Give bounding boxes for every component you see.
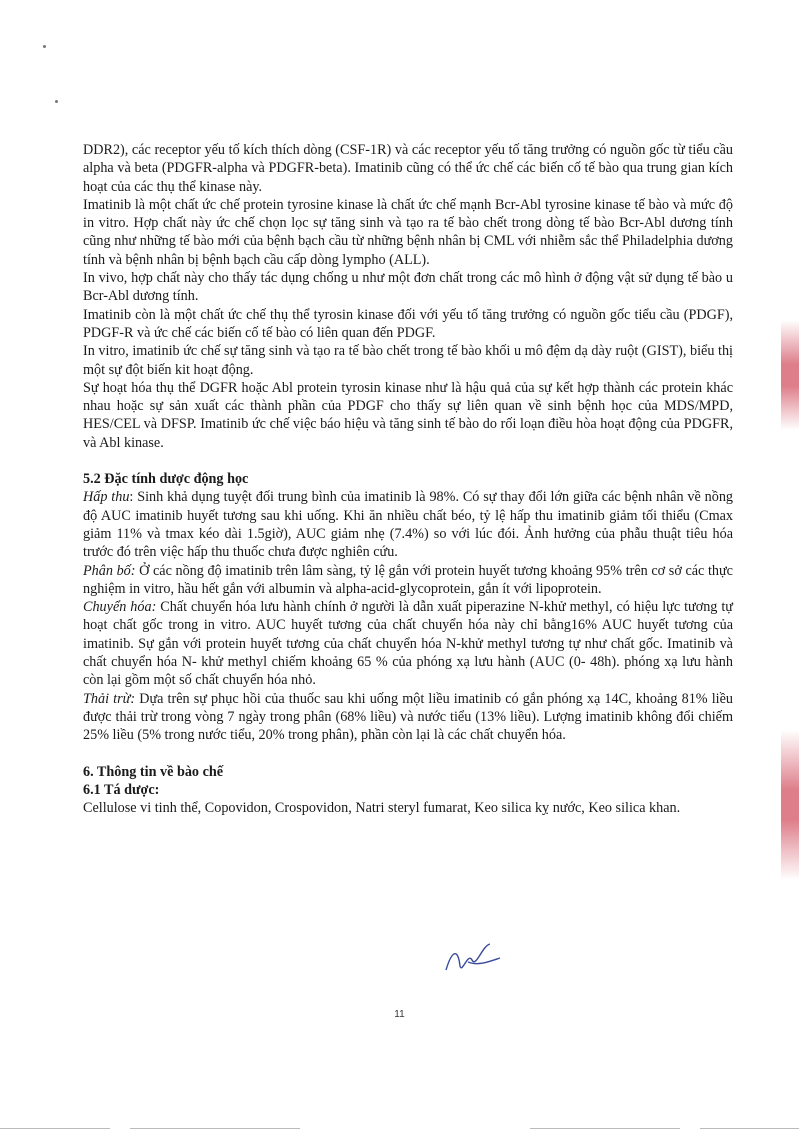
elimination-lead: Thải trừ: xyxy=(83,690,136,707)
paragraph-in-vivo: In vivo, hợp chất này cho thấy tác dụng chống u như một đơn chất trong các mô hình ở động vật sử dụng tế bào u Bcr-Abl dương tính. xyxy=(83,270,733,305)
paragraph-excipients: Cellulose vi tinh thể, Copovidon, Crospovidon, Natri steryl fumarat, Keo silica kỵ nước, Keo silica khan. xyxy=(83,800,681,817)
paragraph-absorption xyxy=(83,488,733,561)
elimination-text: Dựa trên sự phục hồi của thuốc sau khi uống một liều imatinib có gắn phóng xạ 14C, khoảng 81% liều được thải trừ trong vòng 7 ngày trong phân (68% liều) và nước tiểu (13% liều). Lượng imatinib không đổi chiếm 25% liều (5% trong nước tiểu, 20% trong phân), phần còn lại là các chất chuyển hóa. xyxy=(83,690,733,744)
page-number: 11 xyxy=(394,1009,405,1020)
spacer xyxy=(83,745,733,763)
paragraph-distribution xyxy=(83,562,733,599)
paragraph-metabolism xyxy=(83,598,733,689)
paragraph-receptors: DDR2), các receptor yếu tố kích thích dòng (CSF-1R) và các receptor yếu tố tăng trưởng có nguồn gốc từ tiểu cầu alpha và beta (PDGFR-alpha và PDGFR-beta). Imatinib cũng có thể ức chế các biến cố tế bào qua trung gian kích hoạt của các thụ thể kinase này. xyxy=(83,142,733,195)
section-heading-formulation: 6. Thông tin về bào chế xyxy=(83,763,224,780)
page-body xyxy=(83,141,733,817)
metabolism-lead: Chuyển hóa: xyxy=(83,599,157,616)
paragraph-dgfr-activation: Sự hoạt hóa thụ thể DGFR hoặc Abl protein tyrosin kinase như là hậu quả của sự kết hợp thành các protein khác nhau hoặc sự sản xuất các thành phần của PDGF cho thấy sự liên quan về sinh bệnh học của MDS/MPD, HES/CEL và DFSP. Imatinib ức chế việc báo hiệu và tăng sinh tế bào do rối loạn điều hòa hoạt động của PDGFR, và Abl kinase. xyxy=(83,379,733,451)
paragraph-pdgf: Imatinib còn là một chất ức chế thụ thể tyrosin kinase đối với yếu tố tăng trưởng có nguồn gốc tiểu cầu (PDGF), PDGF-R và ức chế các biến cố tế bào có liên quan đến PDGF. xyxy=(83,306,733,341)
paragraph-bcr-abl: Imatinib là một chất ức chế protein tyrosine kinase là chất ức chế mạnh Bcr-Abl tyrosine kinase tế bào và mức độ in vitro. Hợp chất này ức chế chọn lọc sự tăng sinh và tạo ra tế bào chết trong dòng tế bào Bcr-Abl dương tính cũng như những tế bào mới của bệnh bạch cầu từ những bệnh nhân bị CML với nhiễm sắc thể Philadelphia dương tính và bệnh nhân bị bệnh bạch cầu cấp dòng lympho (ALL). xyxy=(83,196,733,268)
absorption-text: : Sinh khả dụng tuyệt đối trung bình của imatinib là 98%. Có sự thay đổi lớn giữa các bệnh nhân về nồng độ AUC imatinib huyết tương sau khi uống. Khi ăn nhiều chất béo, tỷ lệ hấp thu imatinib giảm tối thiểu (Cmax giảm 11% và tmax kéo dài 1.5giờ), AUC giảm nhẹ (7.4%) so với lúc đói. Ảnh hưởng của phẫu thuật tiêu hóa trước đó trên việc hấp thu thuốc chưa được nghiên cứu. xyxy=(83,489,734,561)
scan-speck xyxy=(43,45,46,48)
section-heading-pharmacokinetics: 5.2 Đặc tính dược động học xyxy=(83,471,249,488)
scan-speck xyxy=(55,100,58,103)
bottom-rule xyxy=(700,1128,799,1129)
signature-mark xyxy=(438,940,508,980)
distribution-lead: Phân bố: xyxy=(83,562,136,579)
paragraph-elimination xyxy=(83,690,733,745)
red-stamp-edge xyxy=(781,730,799,880)
bottom-rule xyxy=(0,1128,110,1129)
paragraph-in-vitro-gist: In vitro, imatinib ức chế sự tăng sinh và tạo ra tế bào chết trong tế bào khối u mô đệm dạ dày ruột (GIST), biểu thị một sự đột biến kit hoạt động. xyxy=(83,343,733,378)
absorption-lead: Hấp thu xyxy=(83,489,130,506)
bottom-rule xyxy=(130,1128,300,1129)
spacer xyxy=(83,452,733,470)
metabolism-text: Chất chuyển hóa lưu hành chính ở người là dẫn xuất piperazine N-khử methyl, có hiệu lực tương tự hoạt chất gốc trong in vitro. AUC huyết tương của chất chuyển hóa này chỉ bằng16% AUC huyết tương của imatinib. Sự gắn với protein huyết tương của chất chuyển hóa N-khử methyl tương tự như chất gốc. Imatinib và chất chuyển hóa N- khử methyl chiếm khoảng 65 % của phóng xạ lưu hành (AUC (0- 48h). phóng xạ lưu hành còn lại gồm một số chất chuyển hóa nhỏ. xyxy=(83,599,733,689)
red-stamp-edge xyxy=(781,320,799,430)
distribution-text: Ở các nồng độ imatinib trên lâm sàng, tỷ lệ gắn với protein huyết tương khoảng 95% trên cơ sở các thực nghiệm in vitro, hầu hết gắn với albumin và alpha-acid-glycoprotein, gắn ít với lipoprotein. xyxy=(83,562,733,597)
bottom-rule xyxy=(530,1128,680,1129)
subheading-excipients: 6.1 Tá dược: xyxy=(83,781,160,798)
